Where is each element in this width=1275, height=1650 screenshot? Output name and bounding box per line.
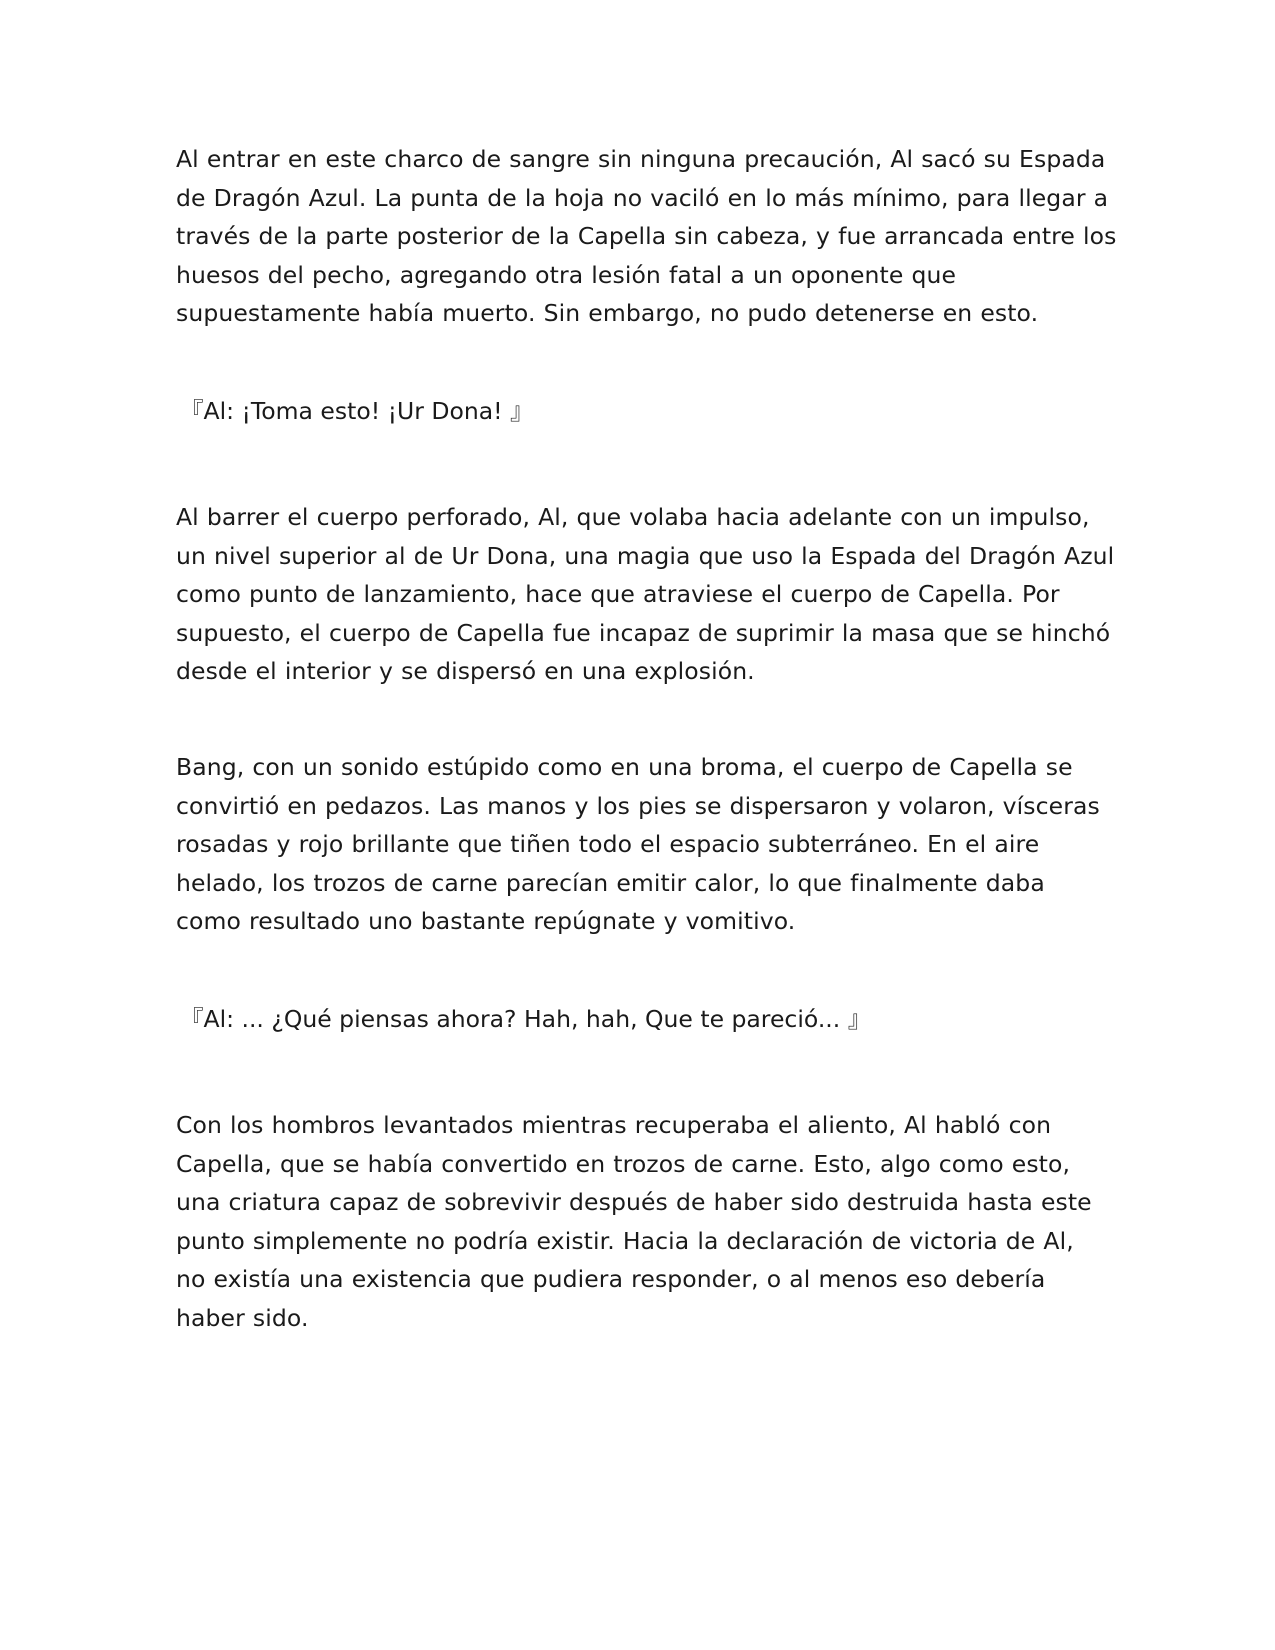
dialogue-2: 『Al: ... ¿Qué piensas ahora? Hah, hah, Que te pareció... 』 [180,1005,872,1033]
paragraph-4 [176,1106,1096,1337]
dialogue-1: 『Al: ¡Toma esto! ¡Ur Dona! 』 [180,397,534,425]
paragraph-line: desde el interior y se dispersó en una explosión. [176,657,755,685]
paragraph-line: Bang, con un sonido estúpido como en una broma, el cuerpo de Capella se [176,753,1073,781]
paragraph-line: un nivel superior al de Ur Dona, una magia que uso la Espada del Dragón Azul [176,541,1115,570]
paragraph-line: supuesto, el cuerpo de Capella fue incapaz de suprimir la masa que se hinchó [176,618,1111,647]
paragraph-line: rosadas y rojo brillante que tiñen todo el espacio subterráneo. En el aire [176,830,1040,858]
paragraph-line: de Dragón Azul. La punta de la hoja no vaciló en lo más mínimo, para llegar a [176,183,1109,212]
paragraph-line: huesos del pecho, agregando otra lesión fatal a un oponente que [176,260,957,289]
paragraph-2 [176,498,1115,691]
paragraph-line: helado, los trozos de carne parecían emitir calor, lo que finalmente daba [176,868,1045,897]
document-page [176,0,1117,1650]
paragraph-line: Capella, que se había convertido en trozos de carne. Esto, algo como esto, [176,1149,1071,1178]
paragraph-line: haber sido. [176,1303,309,1332]
paragraph-3 [176,748,1100,941]
paragraph-line: como punto de lanzamiento, hace que atraviese el cuerpo de Capella. Por [176,580,1060,608]
paragraph-line: como resultado uno bastante repúgnate y vomitivo. [176,907,796,935]
paragraph-line: no existía una existencia que pudiera responder, o al menos eso debería [176,1265,1046,1293]
paragraph-line: través de la parte posterior de la Capella sin cabeza, y fue arrancada entre los [176,222,1117,250]
paragraph-line: punto simplemente no podría existir. Hacia la declaración de victoria de Al, [176,1226,1074,1255]
paragraph-line: Al entrar en este charco de sangre sin ninguna precaución, Al sacó su Espada [176,145,1106,173]
paragraph-line: Al barrer el cuerpo perforado, Al, que volaba hacia adelante con un impulso, [176,503,1090,531]
paragraph-line: Con los hombros levantados mientras recuperaba el aliento, Al habló con [176,1111,1052,1139]
paragraph-line: supuestamente había muerto. Sin embargo, no pudo detenerse en esto. [176,299,1039,327]
paragraph-line: una criatura capaz de sobrevivir después de haber sido destruida hasta este [176,1188,1092,1216]
paragraph-1 [176,140,1117,333]
paragraph-line: convirtió en pedazos. Las manos y los pies se dispersaron y volaron, vísceras [176,791,1100,820]
